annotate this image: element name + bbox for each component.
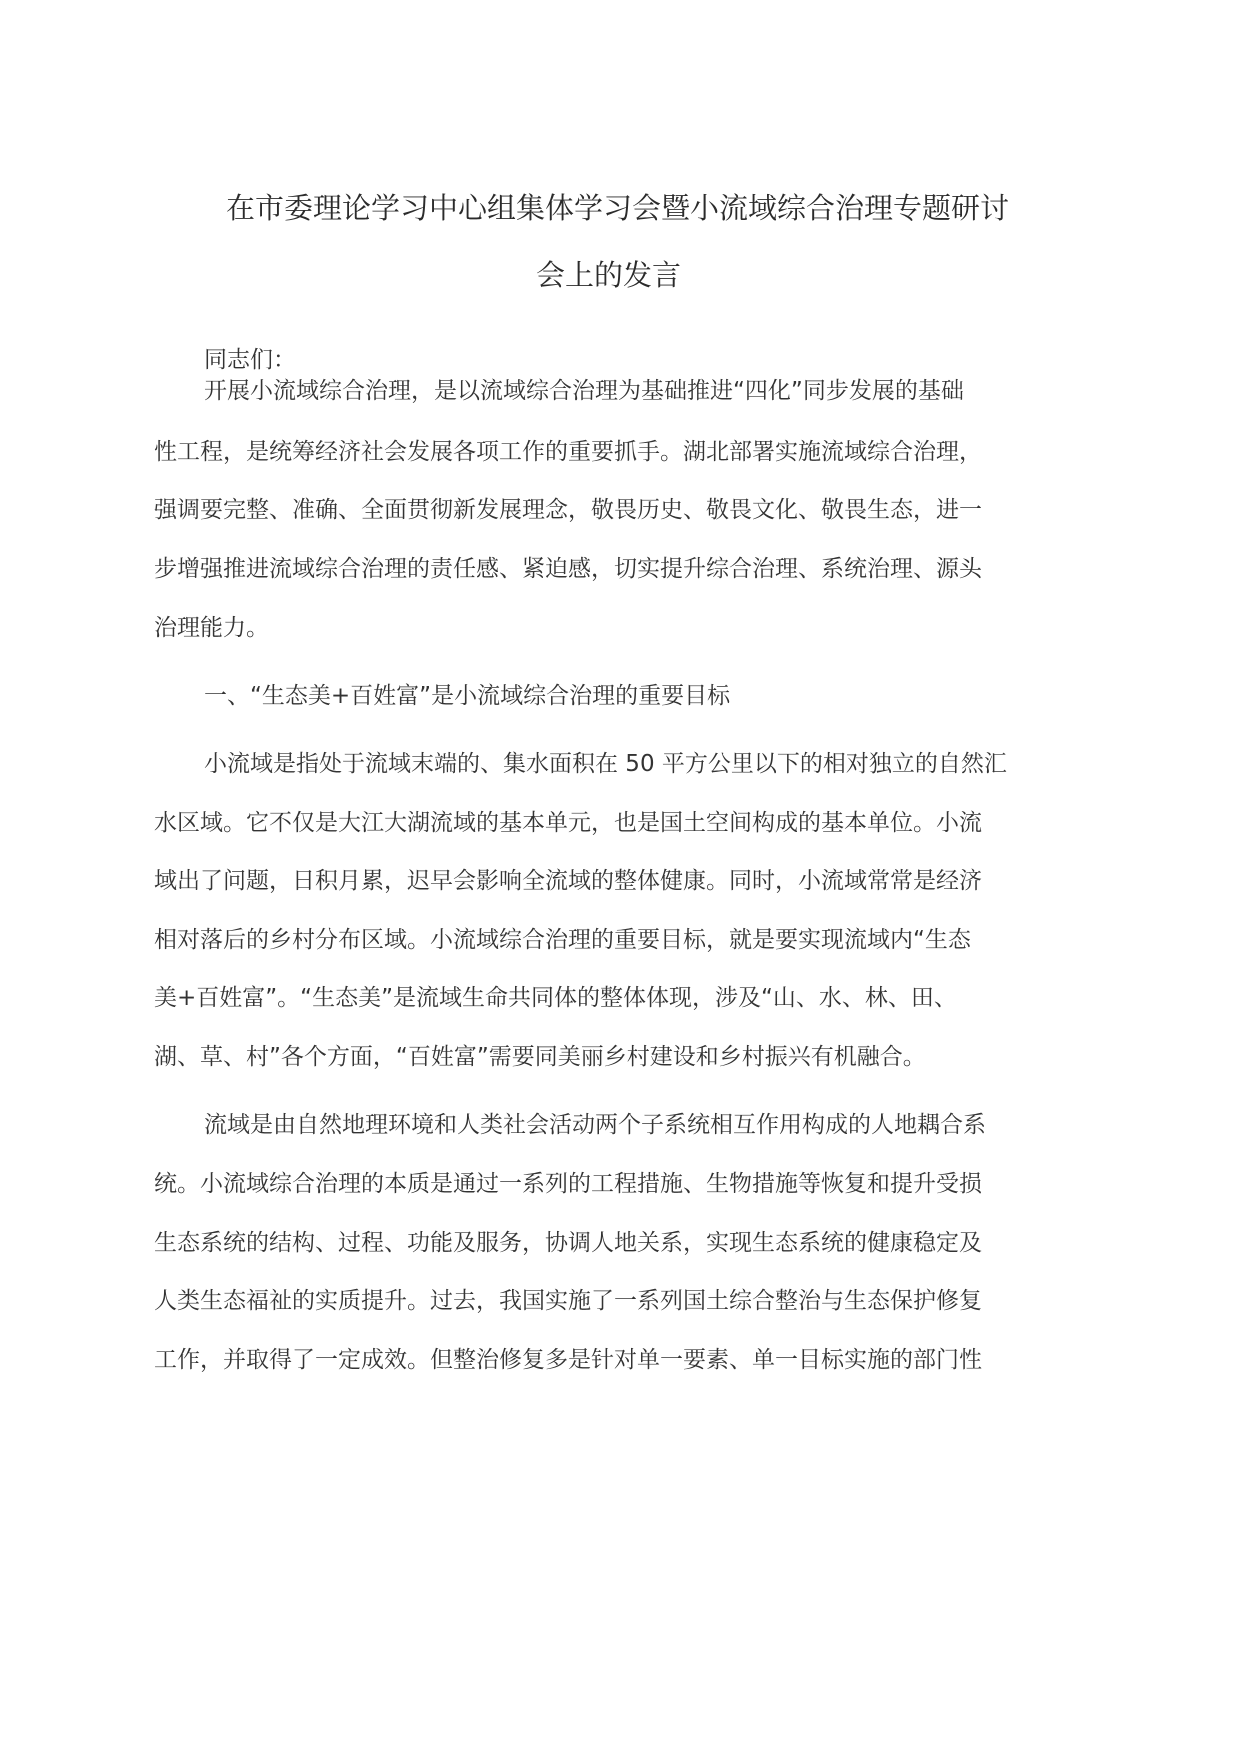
paragraph-2-line: 小流域是指处于流域末端的、集水面积在 50 平方公里以下的相对独立的自然汇 [204, 751, 1007, 777]
paragraph-1-line: 性工程，是统筹经济社会发展各项工作的重要抓手。湖北部署实施流域综合治理， [154, 439, 982, 465]
paragraph-2-line: 美+百姓富”。“生态美”是流域生命共同体的整体体现，涉及“山、水、林、田、 [154, 985, 957, 1011]
paragraph-2-line: 域出了问题，日积月累，迟早会影响全流域的整体健康。同时，小流域常常是经济 [154, 868, 982, 894]
paragraph-3-line: 生态系统的结构、过程、功能及服务，协调人地关系，实现生态系统的健康稳定及 [154, 1230, 982, 1256]
document-title-line-1: 在市委理论学习中心组集体学习会暨小流域综合治理专题研讨 [226, 191, 1010, 225]
paragraph-3-line: 统。小流域综合治理的本质是通过一系列的工程措施、生物措施等恢复和提升受损 [154, 1171, 982, 1197]
document-title-line-2: 会上的发言 [536, 258, 682, 292]
paragraph-2-line: 湖、草、村”各个方面，“百姓富”需要同美丽乡村建设和乡村振兴有机融合。 [154, 1044, 926, 1070]
paragraph-3-line: 工作，并取得了一定成效。但整治修复多是针对单一要素、单一目标实施的部门性 [154, 1347, 982, 1373]
paragraph-3-line: 人类生态福祉的实质提升。过去，我国实施了一系列国土综合整治与生态保护修复 [154, 1288, 982, 1314]
paragraph-1-line: 强调要完整、准确、全面贯彻新发展理念，敬畏历史、敬畏文化、敬畏生态，进一 [154, 497, 982, 523]
section-heading-1: 一、“生态美+百姓富”是小流域综合治理的重要目标 [204, 683, 731, 709]
greeting: 同志们： [204, 347, 296, 373]
paragraph-3-line: 流域是由自然地理环境和人类社会活动两个子系统相互作用构成的人地耦合系 [204, 1112, 986, 1138]
paragraph-1-line: 治理能力。 [154, 615, 269, 641]
paragraph-1-line: 步增强推进流域综合治理的责任感、紧迫感，切实提升综合治理、系统治理、源头 [154, 556, 982, 582]
paragraph-2-line: 水区域。它不仅是大江大湖流域的基本单元，也是国土空间构成的基本单位。小流 [154, 810, 982, 836]
paragraph-1-line: 开展小流域综合治理，是以流域综合治理为基础推进“四化”同步发展的基础 [204, 378, 964, 404]
paragraph-2-line: 相对落后的乡村分布区域。小流域综合治理的重要目标，就是要实现流域内“生态 [154, 927, 971, 953]
